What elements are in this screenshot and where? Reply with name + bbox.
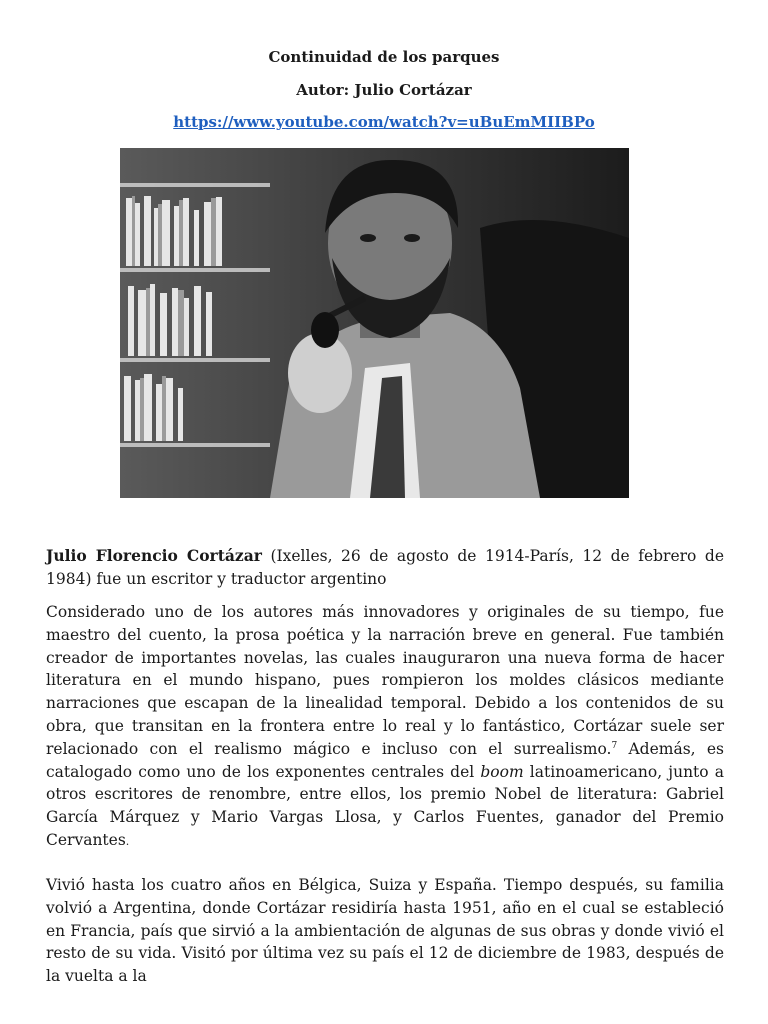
career-text-end: .: [125, 834, 130, 848]
intro-paragraph: [46, 545, 724, 591]
career-text-part1: Considerado uno de los autores más innovadores y originales de su tiempo, fue maestro del cuento, la prosa poética y la narración breve en general. Fue también creador de importantes novelas, las cuales inauguraron una nueva forma de hacer literatura en el mundo hispano, pues rompieron los moldes clásicos mediante narraciones que escapan de la linealidad temporal. Debido a los contenidos de su obra, que transitan en la frontera entre lo real y lo fantástico, Cortázar suele ser relacionado con el realismo mágico e incluso con el surrealismo.: [46, 603, 724, 758]
biography-paragraph: Vivió hasta los cuatro años en Bélgica, Suiza y España. Tiempo después, su familia volvió a Argentina, donde Cortázar residiría hasta 1951, año en el cual se estableció en Francia, país que sirvió a la ambientación de algunas de sus obras y donde vivió el resto de su vida. Visitó por última vez su país el 12 de diciembre de 1983, después de la vuelta a la: [46, 876, 724, 986]
career-text-part2: Además, es catalogado como uno de los exponentes centrales del: [46, 739, 724, 781]
document-title: Continuidad de los parques: [268, 48, 500, 66]
document-author: Autor: Julio Cortázar: [296, 81, 472, 99]
intro-paragraph-text: (Ixelles, 26 de agosto de 1914-París, 12 de febrero de 1984) fue un escritor y traductor argentino: [46, 547, 724, 588]
career-paragraph: [46, 601, 724, 854]
author-full-name: Julio Florencio Cortázar: [46, 546, 262, 565]
author-portrait-photo: [120, 148, 629, 498]
youtube-link[interactable]: https://www.youtube.com/watch?v=uBuEmMIIBPo: [173, 113, 595, 131]
career-text-part3: latinoamericano, junto a otros escritores de renombre, entre ellos, los premio Nobel de literatura: Gabriel García Márquez y Mario Vargas Llosa, y Carlos Fuentes, ganador del Premio Cervantes: [46, 762, 724, 849]
boom-term: boom: [480, 762, 524, 781]
footnote-marker[interactable]: 7: [611, 740, 618, 751]
